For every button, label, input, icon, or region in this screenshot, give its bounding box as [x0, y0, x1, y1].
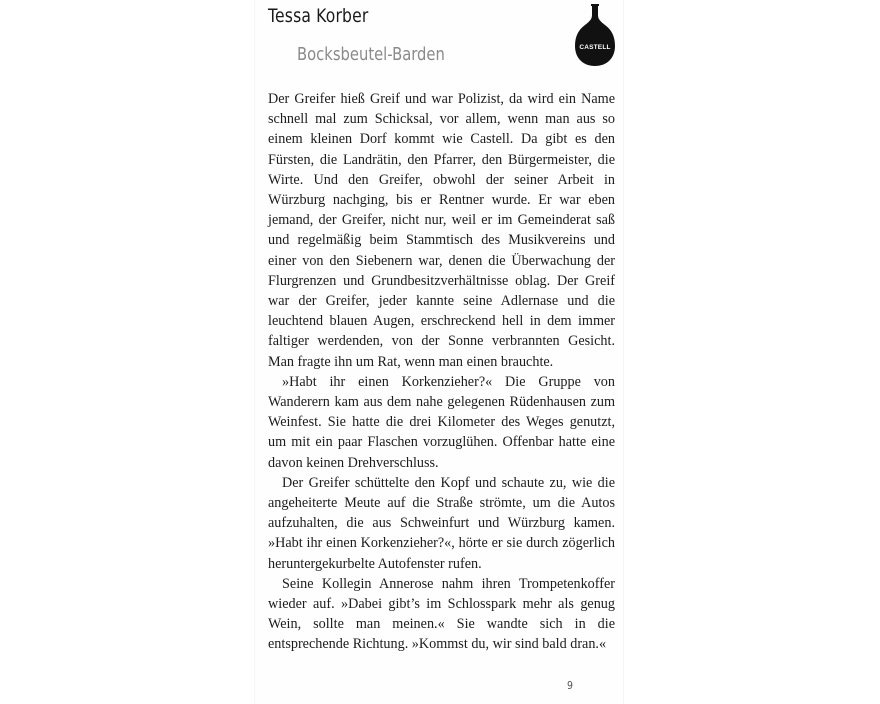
paragraph: Seine Kollegin Annerose nahm ihren Trompetenkoffer wieder auf. »Dabei gibt’s im Schlosspark mehr als genug Wein, sollte man meinen.« Sie wandte sich in die entsprechende Richtung. »Kommst du, wir sind bald dran.«	[268, 575, 615, 653]
author-name: Tessa Korber	[268, 5, 369, 27]
page-number: 9	[567, 679, 573, 692]
bocksbeutel-bottle-icon	[574, 3, 616, 67]
paragraph: Der Greifer hieß Greif und war Polizist, da wird ein Name schnell mal zum Schicksal, vor allem, wenn man aus so einem kleinen Dorf kommt wie Castell. Da gibt es den Fürsten, die Landrätin, den Pfarrer, den Bürgermeister, die Wirte. Und den Greifer, obwohl der seiner Arbeit in Würzburg nachging, bis er Rentner wurde. Er war eben jemand, der Greifer, nicht nur, weil er im Gemeinderat saß und regelmäßig beim Stammtisch des Musikvereins und einer von den Siebenern war, denen die Überwachung der Flurgrenzen und Grundbesitzverhältnisse oblag. Der Greif war der Greifer, jeder kannte seine Adlernase und die leuchtend blauen Augen, erschreckend hell in dem immer faltiger werdenden, von der Sonne verbrannten Gesicht. Man fragte ihn um Rat, wenn man einen brauchte.	[268, 91, 615, 370]
paragraph: »Habt ihr einen Korkenzieher?« Die Gruppe von Wanderern kam aus dem nahe gelegenen Rüdenhausen zum Weinfest. Sie hatte die drei Kilometer des Weges genutzt, um mit ein paar Flaschen vorzuglühen. Offenbar hatte eine davon keinen Drehverschluss.	[268, 373, 615, 471]
paragraph: Der Greifer schüttelte den Kopf und schaute zu, wie die angeheiterte Meute auf die Straße strömte, um die Autos aufzuhalten, die aus Schweinfurt und Würzburg kamen. »Habt ihr einen Korkenzieher?«, hörte er sie durch zögerlich heruntergekurbelte Autofenster rufen.	[268, 474, 615, 572]
logo-label: CASTELL	[579, 44, 611, 51]
body-text	[268, 89, 615, 655]
book-title: Bocksbeutel-Barden	[297, 44, 445, 65]
